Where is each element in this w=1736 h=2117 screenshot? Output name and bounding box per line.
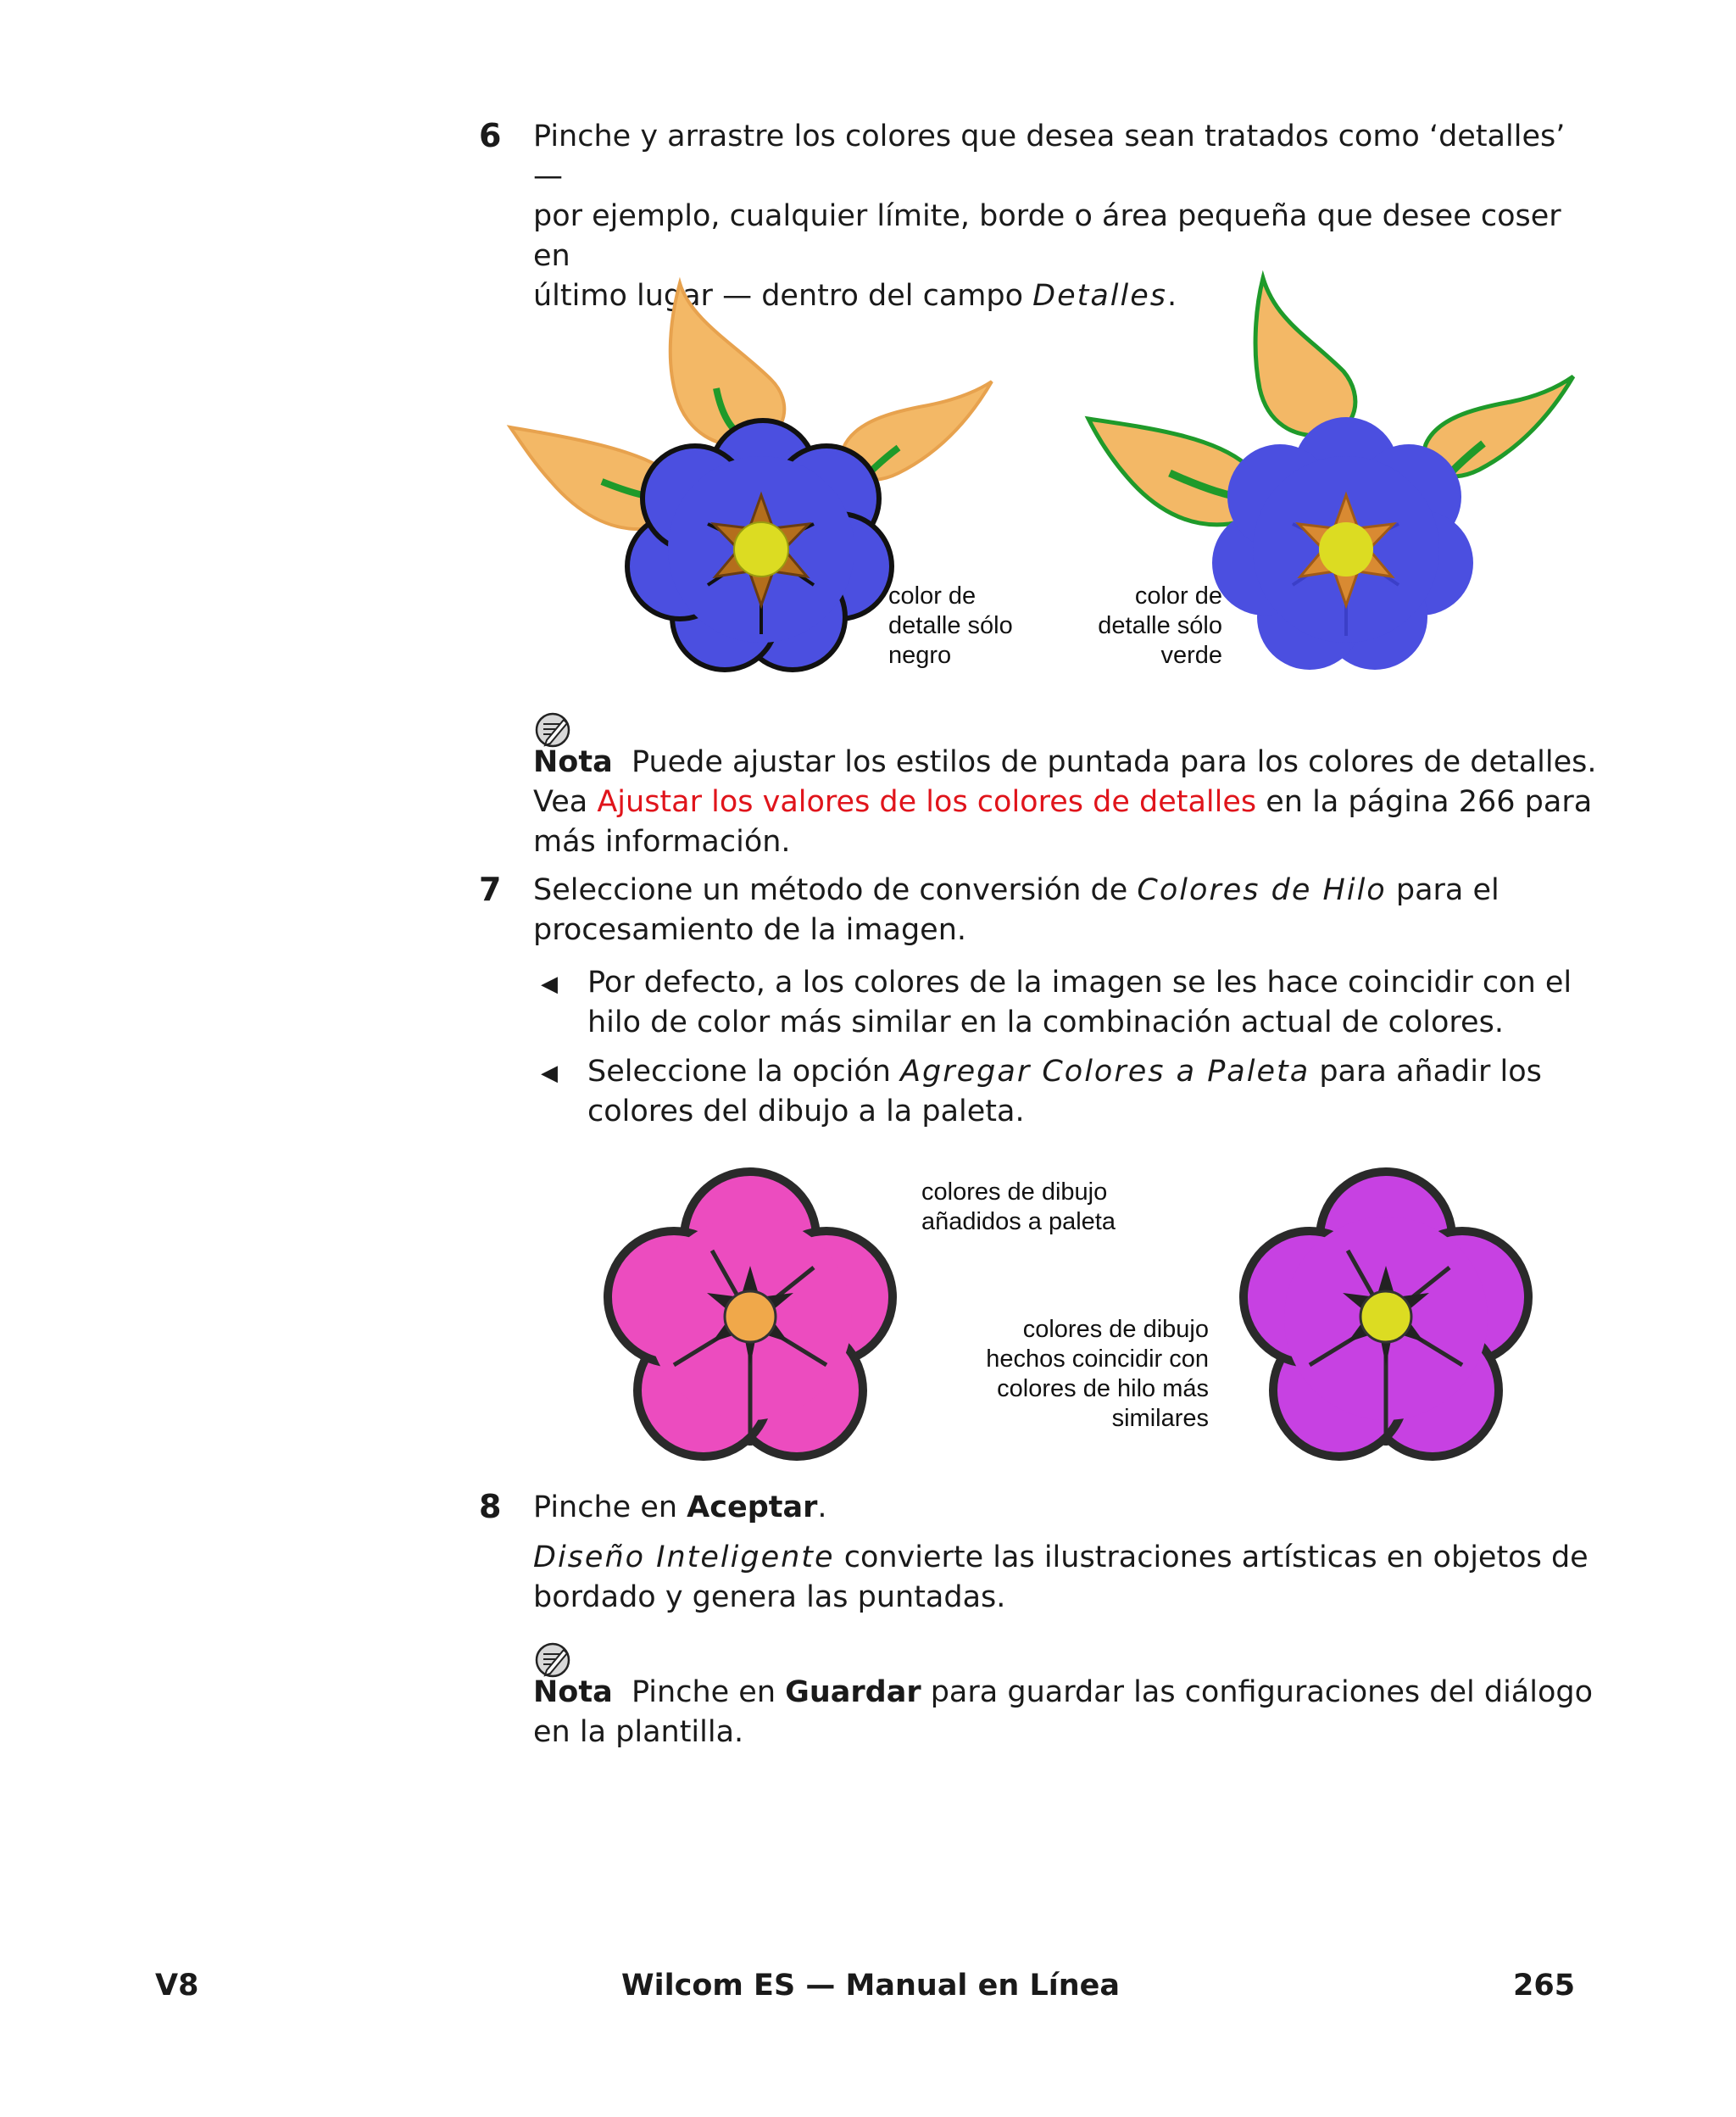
flower-center <box>725 1291 776 1342</box>
flower-center <box>1360 1291 1411 1342</box>
step-7-post: para el <box>1386 873 1500 907</box>
note-2-post: para guardar las configuraciones del diálogo <box>921 1675 1594 1709</box>
step-6-number: 6 <box>479 117 502 154</box>
caption-green-detail <box>1056 582 1222 671</box>
aceptar-button-label: Aceptar <box>687 1490 818 1524</box>
caption-line: similares <box>1111 1405 1209 1432</box>
note-2-line-2: en la plantilla. <box>533 1715 744 1749</box>
flower-magenta <box>1244 1172 1528 1457</box>
caption-line: hechos coincidir con <box>986 1345 1209 1373</box>
caption-line: detalle sólo <box>1098 612 1222 639</box>
flower-center <box>1319 522 1373 577</box>
caption-line: añadidos a paleta <box>921 1208 1116 1235</box>
step-8-post: . <box>817 1490 827 1524</box>
colores-de-hilo: Colores de Hilo <box>1137 873 1387 907</box>
bullet-arrow-icon: ◀ <box>541 1061 558 1086</box>
flower-detail-illustration <box>500 270 1585 685</box>
bullet-2-post: para añadir los <box>1310 1055 1542 1089</box>
note-2 <box>533 1673 1601 1752</box>
caption-line: colores de dibujo <box>1022 1316 1209 1343</box>
flower-center <box>734 522 788 577</box>
note-1 <box>533 743 1601 862</box>
caption-line: color de <box>1134 582 1222 610</box>
step-7-pre: Seleccione un método de conversión de <box>533 873 1138 907</box>
step-7-text <box>533 871 1601 950</box>
flower-pink <box>608 1172 893 1457</box>
note-1-post: en la página 266 para <box>1256 785 1593 819</box>
leaf-top-right-flower <box>1255 278 1355 436</box>
step-8-text <box>533 1488 1601 1528</box>
figure-thread-colors <box>593 1166 1543 1471</box>
note-1-text: Puede ajustar los estilos de puntada para los colores de detalles. <box>631 745 1597 779</box>
cross-reference-link[interactable]: Ajustar los valores de los colores de detalles <box>597 785 1257 819</box>
caption-palette-added <box>921 1178 1116 1237</box>
note-1-line-1 <box>533 743 1601 783</box>
step-6-line-3-pre: último lugar — dentro del campo <box>533 279 1033 313</box>
step-6-line-3-post: . <box>1167 279 1177 313</box>
caption-line: color de <box>888 582 976 610</box>
bullet-1-line-1: Por defecto, a los colores de la imagen se les hace coincidir con el <box>587 966 1572 1000</box>
note-label: Nota <box>533 1675 613 1709</box>
step-6-line-1: Pinche y arrastre los colores que desea sean tratados como ‘detalles’ — <box>533 120 1566 193</box>
note-2-pre: Pinche en <box>631 1675 786 1709</box>
footer-version: V8 <box>155 1969 199 2003</box>
step-8-number: 8 <box>479 1488 502 1525</box>
bullet-2-line-1 <box>587 1052 1605 1092</box>
step-8-description <box>533 1538 1601 1618</box>
note-1-pre: Vea <box>533 785 598 819</box>
bullet-2-line-2: colores del dibujo a la paleta. <box>587 1095 1025 1128</box>
bullet-2-pre: Seleccione la opción <box>587 1055 901 1089</box>
step-8-pre: Pinche en <box>533 1490 687 1524</box>
bullet-2 <box>587 1052 1605 1132</box>
caption-line: negro <box>888 642 952 669</box>
agregar-colores-option: Agregar Colores a Paleta <box>900 1055 1310 1089</box>
note-label: Nota <box>533 745 613 779</box>
caption-line: detalle sólo <box>888 612 1013 639</box>
step-8-desc-line-1 <box>533 1538 1601 1578</box>
step-8-desc-line-2: bordado y genera las puntadas. <box>533 1580 1006 1614</box>
bullet-arrow-icon: ◀ <box>541 972 558 997</box>
caption-black-detail <box>888 582 1013 671</box>
figure-detail-colors <box>500 270 1585 685</box>
note-1-line-3: más información. <box>533 825 791 859</box>
step-8-line-1 <box>533 1488 1601 1528</box>
note-2-line-1 <box>533 1673 1601 1713</box>
step-7-line-2: procesamiento de la imagen. <box>533 913 967 947</box>
detalles-field-name: Detalles <box>1032 279 1168 313</box>
bullet-1 <box>587 963 1605 1043</box>
step-7-number: 7 <box>479 871 502 908</box>
footer-page-number: 265 <box>1513 1969 1576 2003</box>
note-1-line-2 <box>533 783 1601 822</box>
footer-title: Wilcom ES — Manual en Línea <box>621 1969 1121 2003</box>
step-6-line-2: por ejemplo, cualquier límite, borde o área pequeña que desee coser en <box>533 199 1561 273</box>
caption-line: verde <box>1160 642 1222 669</box>
diseno-inteligente: Diseño Inteligente <box>533 1540 835 1574</box>
step-8-desc-post: convierte las ilustraciones artísticas en objetos de <box>834 1540 1589 1574</box>
caption-matched-colors <box>949 1315 1209 1434</box>
step-7-line-1 <box>533 871 1601 911</box>
guardar-button-label: Guardar <box>785 1675 921 1709</box>
bullet-1-line-2: hilo de color más similar en la combinación actual de colores. <box>587 1006 1504 1039</box>
caption-line: colores de dibujo <box>921 1178 1108 1206</box>
caption-line: colores de hilo más <box>997 1375 1209 1402</box>
